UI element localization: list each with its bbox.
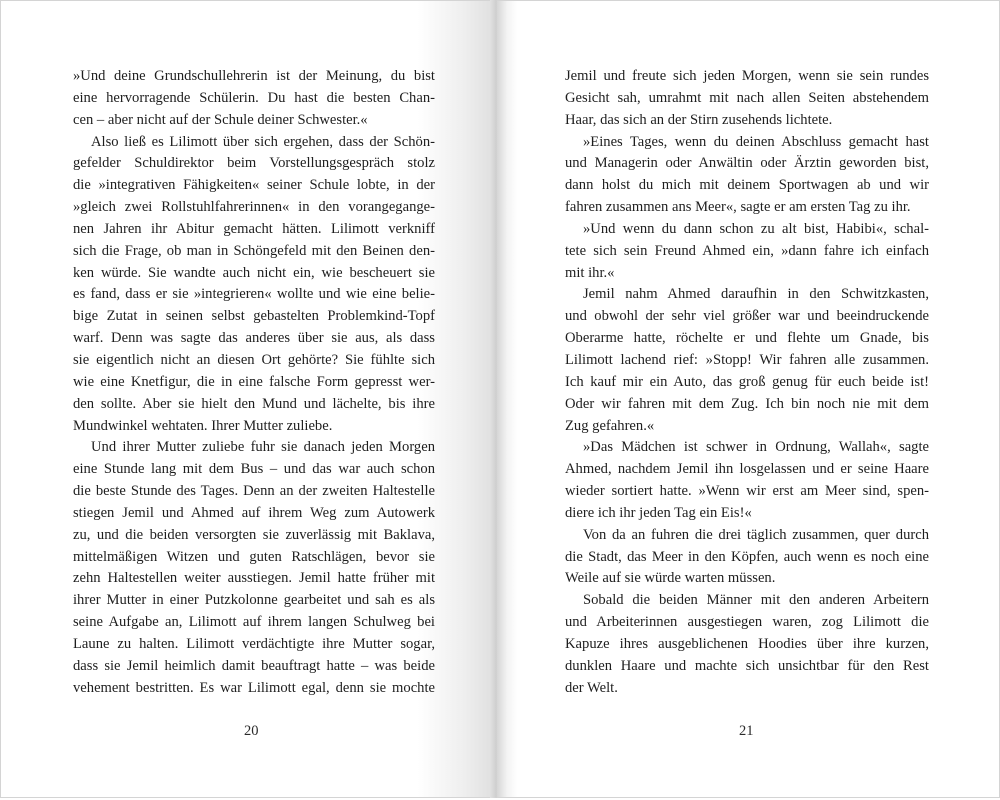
text-line: eine Stunde lang mit dem Bus – und das war auch schon <box>73 461 435 478</box>
text-line: bige Zutat in seinen selbst gebastelten Problemkind-Topf <box>73 308 435 325</box>
text-line: vehement bestritten. Es war Lilimott egal, denn sie mochte <box>73 679 435 696</box>
right-page <box>497 0 1000 798</box>
text-line: seine Aufgabe an, Lilimott auf ihrem langen Schulweg bei <box>73 614 435 631</box>
text-line: den sollte. Aber sie hielt den Mund und lächelte, bis ihre <box>73 395 435 412</box>
text-line: ihrer Mutter in einer Putzkolonne gearbeitet und sah es als <box>73 592 435 609</box>
text-line: ken würde. Sie wandte auch nicht ein, wie bescheuert sie <box>73 264 435 281</box>
text-line: eine hervorragende Schülerin. Du hast die besten Chan- <box>73 89 435 106</box>
text-line: »Eines Tages, wenn du deinen Abschluss gemacht hast <box>583 133 929 150</box>
text-line: die »integrativen Fähigkeiten« seiner Schule lobte, in der <box>73 177 435 194</box>
text-line: und Managerin oder Anwältin oder Ärztin geworden bist, <box>565 155 929 172</box>
text-line: gefelder Schuldirektor beim Vorstellungsgespräch stolz <box>73 155 435 172</box>
text-line: Lilimott lachend rief: »Stopp! Wir fahren alle zusammen. <box>565 351 929 368</box>
text-line: diere ich ihr jeden Tag ein Eis!« <box>565 504 752 521</box>
text-line: cen – aber nicht auf der Schule deiner Schwester.« <box>73 111 368 128</box>
text-line: Weile auf sie würde warten müssen. <box>565 570 776 587</box>
text-line: zu, und die beiden versorgten sie zuverlässig mit Baklava, <box>73 526 435 543</box>
text-line: Oder wir fahren mit dem Zug. Ich bin noch nie mit dem <box>565 395 929 412</box>
text-line: Ich kauf mir ein Auto, das groß genug für euch beide ist! <box>565 373 929 390</box>
text-line: und obwohl der sehr viel größer war und beeindruckende <box>565 308 929 325</box>
text-line: die beste Stunde des Tages. Denn an der zweiten Haltestelle <box>73 483 435 500</box>
text-line: Zug gefahren.« <box>565 417 655 434</box>
text-line: »Und wenn du dann schon zu alt bist, Habibi«, schal- <box>583 220 929 237</box>
text-line: dass sie Jemil heimlich damit beauftragt hatte – was beide <box>73 657 435 674</box>
page-number: 21 <box>739 723 754 739</box>
text-line: mittelmäßigen Witzen und guten Ratschlägen, bevor sie <box>73 548 435 565</box>
text-line: Gesicht sah, umrahmt mit nach allen Seiten abstehendem <box>565 89 929 106</box>
page-number: 20 <box>244 723 259 739</box>
text-line: Ahmed, nachdem Jemil ihn losgelassen und er seine Haare <box>565 461 929 478</box>
text-line: zehn Haltestellen weiter ausstiegen. Jemil hatte früher mit <box>73 570 435 587</box>
left-page <box>0 0 497 798</box>
text-line: Laune zu halten. Lilimott verdächtigte ihre Mutter sogar, <box>73 635 435 652</box>
text-line: »Und deine Grundschullehrerin ist der Meinung, du bist <box>73 68 435 84</box>
text-line: stiegen Jemil und Ahmed auf ihrem Weg zum Autowerk <box>73 504 435 521</box>
text-line: nen Jahren ihr Abitur gemacht hätten. Lilimott verkniff <box>73 220 435 237</box>
text-line: es fand, dass er sie »integrieren« wollte und wie eine belie- <box>73 286 435 303</box>
text-line: Haar, das sich an der Stirn zusehends lichtete. <box>565 111 833 128</box>
text-line: Also ließ es Lilimott über sich ergehen, dass der Schön- <box>91 133 435 150</box>
text-line: dann holst du mich mit deinem Sportwagen ab und wir <box>565 177 929 194</box>
text-line: Und ihrer Mutter zuliebe fuhr sie danach jeden Morgen <box>91 439 435 456</box>
text-line: »gleich zwei Rollstuhlfahrerinnen« in den vorangegange- <box>73 199 435 216</box>
text-line: tete sich sein Freund Ahmed ein, »dann fahre ich einfach <box>565 242 929 259</box>
right-page-text <box>565 66 929 699</box>
text-line: der Welt. <box>565 679 618 696</box>
text-line: Oberarme hatte, röchelte er und flehte um Gnade, bis <box>565 330 929 347</box>
text-line: Mundwinkel wehtaten. Ihrer Mutter zuliebe. <box>73 417 333 434</box>
text-line: mit ihr.« <box>565 264 615 281</box>
text-line: fahren zusammen ans Meer«, sagte er am ersten Tag zu ihr. <box>565 199 911 216</box>
text-line: Sobald die beiden Männer mit den anderen Arbeitern <box>583 592 929 609</box>
text-line: und Arbeiterinnen ausgestiegen waren, zog Lilimott die <box>565 614 929 631</box>
left-page-text <box>73 66 435 699</box>
text-line: dunklen Haare und machte sich unsichtbar für den Rest <box>565 657 929 674</box>
text-line: warf. Denn was sagte das anderes über sie aus, als dass <box>73 330 435 347</box>
text-line: wie eine Knetfigur, die in eine falsche Form gepresst wer- <box>73 373 435 390</box>
text-line: wieder sortiert hatte. »Wenn wir erst am Meer sind, spen- <box>565 483 929 500</box>
text-line: Von da an fuhren die drei täglich zusammen, quer durch <box>583 526 929 543</box>
text-line: Jemil nahm Ahmed daraufhin in den Schwitzkasten, <box>583 286 929 303</box>
text-line: Jemil und freute sich jeden Morgen, wenn sie sein rundes <box>565 68 929 84</box>
text-line: die Stadt, das Meer in den Köpfen, auch wenn es noch eine <box>565 548 929 565</box>
text-line: Kapuze ihres ausgeblichenen Hoodies über ihre kurzen, <box>565 635 929 652</box>
text-line: sie eigentlich nicht an diesen Ort gehörte? Sie fühlte sich <box>73 351 435 368</box>
text-line: »Das Mädchen ist schwer in Ordnung, Wallah«, sagte <box>583 439 929 456</box>
text-line: sich die Frage, ob man in Schöngefeld mit den Beinen den- <box>73 242 435 259</box>
